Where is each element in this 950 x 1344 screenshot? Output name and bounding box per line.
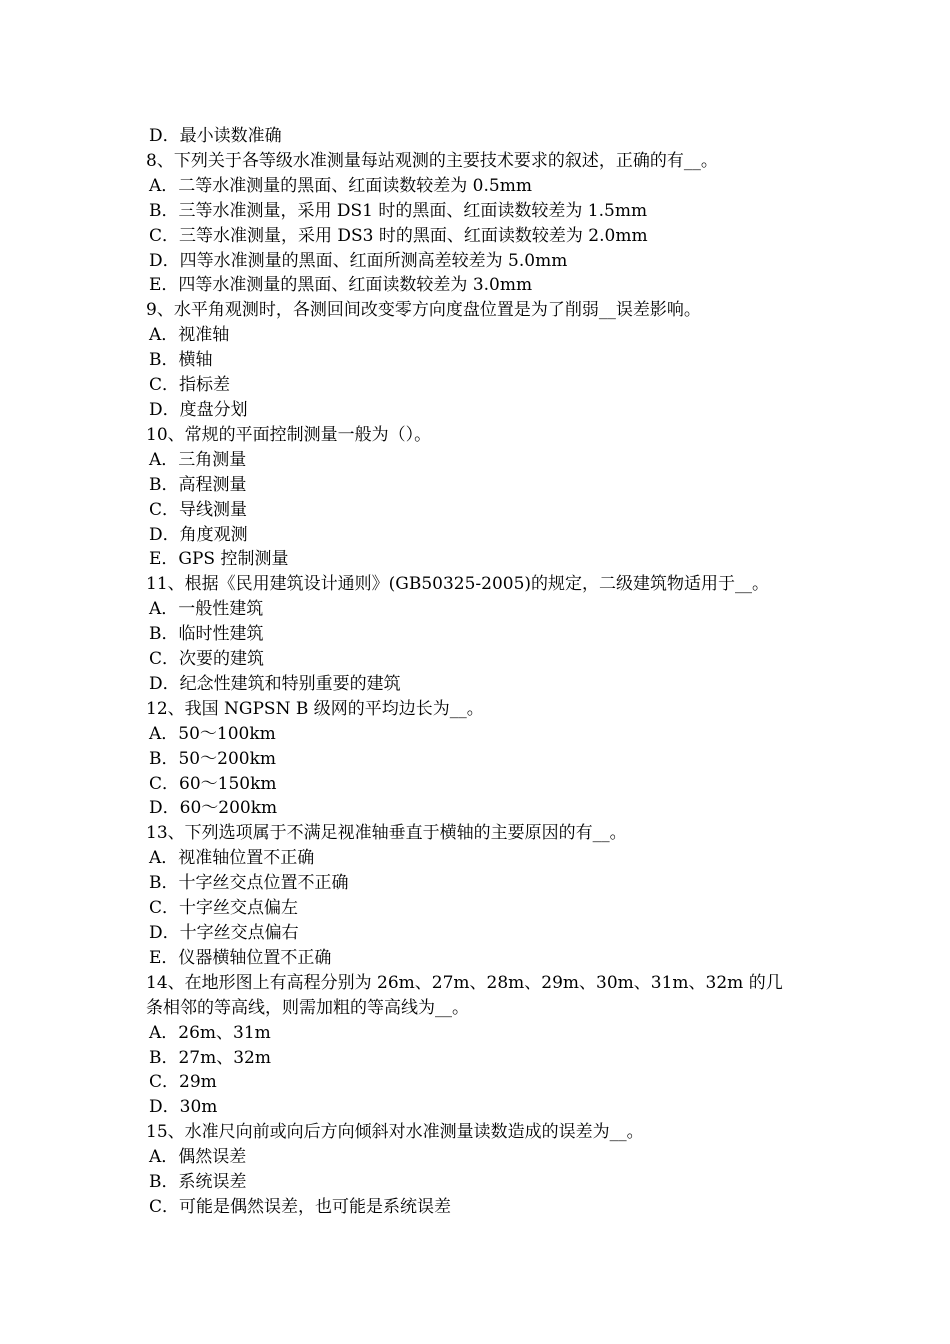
answer-option: B．十字丝交点位置不正确: [149, 873, 349, 894]
answer-option: C．三等水准测量，采用 DS3 时的黑面、红面读数较差为 2.0mm: [149, 225, 648, 246]
answer-option: C．指标差: [149, 375, 231, 396]
answer-option: B．27m、32m: [149, 1047, 271, 1068]
answer-option: D．30m: [149, 1097, 218, 1118]
answer-option: A．视准轴位置不正确: [149, 848, 315, 869]
question-text: 9、水平角观测时，各测回间改变零方向度盘位置是为了削弱__误差影响。: [146, 300, 701, 321]
question-text: 12、我国 NGPSN B 级网的平均边长为__。: [146, 698, 484, 719]
question-list: [146, 124, 816, 1220]
answer-option: B．系统误差: [149, 1172, 247, 1193]
answer-option: D．60～200km: [149, 798, 278, 819]
question-text: 8、下列关于各等级水准测量每站观测的主要技术要求的叙述，正确的有__。: [146, 150, 718, 171]
answer-option: A．偶然误差: [149, 1147, 247, 1168]
answer-option: A．50～100km: [149, 723, 276, 744]
answer-option: A．三角测量: [149, 449, 247, 470]
answer-option: D．纪念性建筑和特别重要的建筑: [149, 673, 401, 694]
answer-option: A．一般性建筑: [149, 599, 264, 620]
answer-option: E．GPS 控制测量: [149, 549, 289, 570]
question-text: 13、下列选项属于不满足视准轴垂直于横轴的主要原因的有__。: [146, 823, 627, 844]
answer-option: D．十字丝交点偏右: [149, 923, 299, 943]
answer-option: A．视准轴: [149, 325, 230, 346]
answer-option: D．度盘分划: [149, 399, 248, 420]
question-text: 14、在地形图上有高程分别为 26m、27m、28m、29m、30m、31m、32m 的几: [146, 972, 783, 993]
answer-option: A．26m、31m: [149, 1022, 271, 1043]
answer-option: B．三等水准测量，采用 DS1 时的黑面、红面读数较差为 1.5mm: [149, 200, 648, 221]
answer-option: C．十字丝交点偏左: [149, 898, 299, 919]
answer-option: C．次要的建筑: [149, 649, 265, 670]
question-text: 条相邻的等高线，则需加粗的等高线为__。: [146, 997, 469, 1018]
answer-option: D．四等水准测量的黑面、红面所测高差较差为 5.0mm: [149, 250, 568, 271]
question-text: 10、常规的平面控制测量一般为（）。: [146, 424, 432, 445]
answer-option: C．29m: [149, 1072, 217, 1093]
answer-option: C．60～150km: [149, 773, 277, 794]
answer-option: D．最小读数准确: [149, 126, 282, 146]
answer-option: B．50～200km: [149, 748, 276, 769]
answer-option: C．可能是偶然误差，也可能是系统误差: [149, 1196, 452, 1217]
answer-option: A．二等水准测量的黑面、红面读数较差为 0.5mm: [149, 175, 532, 196]
answer-option: B．高程测量: [149, 474, 247, 495]
answer-option: C．导线测量: [149, 499, 248, 520]
answer-option: B．横轴: [149, 350, 213, 371]
answer-option: B．临时性建筑: [149, 624, 264, 645]
question-text: 11、根据《民用建筑设计通则》(GB50325-2005)的规定，二级建筑物适用于__。: [146, 574, 770, 595]
answer-option: E．仪器横轴位置不正确: [149, 947, 332, 968]
question-text: 15、水准尺向前或向后方向倾斜对水准测量读数造成的误差为__。: [146, 1122, 644, 1143]
answer-option: E．四等水准测量的黑面、红面读数较差为 3.0mm: [149, 275, 533, 296]
answer-option: D．角度观测: [149, 524, 248, 545]
